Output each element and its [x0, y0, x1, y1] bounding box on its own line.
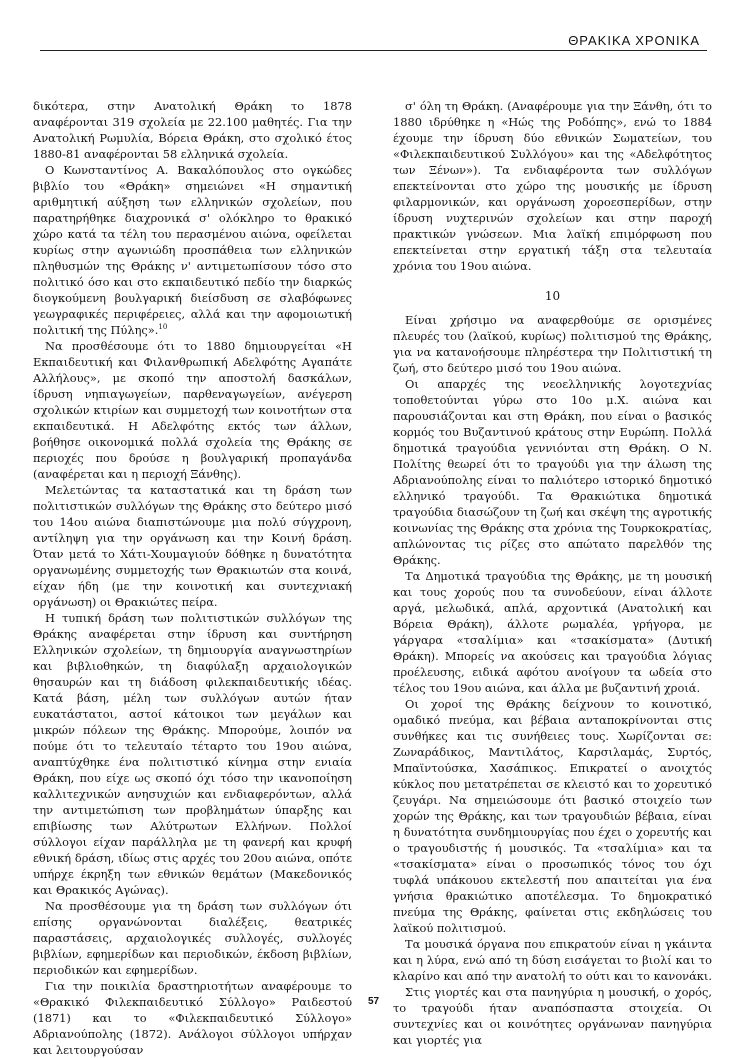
paragraph: Τα Δημοτικά τραγούδια της Θράκης, με τη μουσική και τους χορούς που τα συνοδεύουν, είναι άλλοτε αργά, μελωδικά, απλά, αρχοντικά (Ανατολική και Βόρεια Θράκη), άλλοτε ρωμαλέα, γρήγορα, με γάργαρα «τσαλίμια» και «τσακίσματα» (Δυτική Θράκη). Μπορείς να ακούσεις και τραγούδια λόγιας προέλευσης, ειδικά αφότου ανοίγουν τα ωδεία στο τέλος του 19ου αιώνα, και άλλα με βυζαντινή χροιά. [393, 569, 712, 695]
header-divider [40, 50, 707, 51]
paragraph: Η τυπική δράση των πολιτιστικών συλλόγων της Θράκης αναφέρεται στην ίδρυση και συντήρηση Ελληνικών σχολείων, τη δημιουργία αναγνωστηρίων και βιβλιοθηκών, τη διαφύλαξη αρχαιολογικών θησαυρών και τη διάδοση φιλεκπαιδευτικής ιδέας. Κατά βάση, μέλη των συλλόγων αυτών ήταν ευκατάστατοι, αστοί κάτοικοι των μεγάλων και μικρών πόλεων της Θράκης. Μπορούμε, λοιπόν να πούμε ότι το τελευταίο τέταρτο του 19ου αιώνα, αναπτύχθηκε ένα πολιτιστικό κίνημα στην ενιαία Θράκη, που είχε ως σκοπό όχι τόσο την ικανοποίηση καλλιτεχνικών ανησυχιών και ενδιαφερόντων, αλλά την αντιμετώπιση των προβλημάτων ύπαρξης και επιβίωσης των Αλύτρωτων Ελλήνων. Πολλοί σύλλογοι είχαν παράλληλα με τη φανερή και κρυφή εθνική δράση, ιδίως στις αρχές του 20ου αιώνα, οπότε υπήρχε έκρηξη των εθνικών θεμάτων (Μακεδονικός και Θρακικός Αγώνας). [33, 611, 352, 897]
paragraph: Μελετώντας τα καταστατικά και τη δράση των πολιτιστικών συλλόγων της Θράκης στο δεύτερο μισό του 14ου αιώνα διαπιστώνουμε μια πολύ σύγχρονη, αντίληψη για την οργάνωση και την Κοινή δράση. Όταν μετά το Χάτι-Χουμαγιούν δόθηκε η δυνατότητα οργανωμένης συμμετοχής των Θρακιωτών στα κοινά, είχαν ήδη (με την κοινοτική και συντεχνιακή οργάνωση) οι Θρακιώτες πείρα. [33, 483, 352, 609]
paragraph: Οι απαρχές της νεοελληνικής λογοτεχνίας τοποθετούνται γύρω στο 10ο μ.Χ. αιώνα και παρουσιάζονται και στη Θράκη, που είναι ο βασικός κορμός του Βυζαντινού κράτους στην Ευρώπη. Πολλά δημοτικά τραγούδια γεννιόνται στη Θράκη. Ο Ν. Πολίτης θεωρεί ότι το τραγούδι για την άλωση της Αδριανούπολης είναι το παλιότερο ιστορικό δημοτικό ελληνικό τραγούδι. Τα Θρακιώτικα δημοτικά τραγούδια διασώζουν τη ζωή και σκέψη της αγροτικής κοινωνίας της Θράκης στα χρόνια της Τουρκοκρατίας, απλώνοντας τις ρίζες στο απώτατο παρελθόν της Θράκης. [393, 377, 712, 567]
paragraph-text: Ο Κωνσταντίνος Α. Βακαλόπουλος στο ογκώδες βιβλίο του «Θράκη» σημειώνει «Η σημαντική αριθμητική αύξηση των ελληνικών σχολείων, που παρατηρήθηκε διαχρονικά σ' ολόκληρο το θρακικό χώρο κατά τα τέλη του περασμένου αιώνα, οφείλεται κυρίως στην αγωνιώδη προσπάθεια των ελληνικών πληθυσμών της Θράκης ν' αντιμετωπίσουν τόσο στο πολιτικό όσο και στο εκπαιδευτικό πεδίο την διαρκώς διογκούμενη βουλγαρική διείσδυση σε σλαβόφωνες γεωγραφικές περιφέρειες, αλλά και την αφομοιωτική πολιτική της Πύλης». [33, 163, 352, 337]
paragraph: Είναι χρήσιμο να αναφερθούμε σε ορισμένες πλευρές του (λαϊκού, κυρίως) πολιτισμού της Θράκης, για να κατανοήσουμε πληρέστερα την Πολιτιστική τη ζωή, στο δεύτερο μισό του 19ου αιώνα. [393, 313, 712, 375]
paragraph: Στις γιορτές και στα πανηγύρια η μουσική, ο χορός, το τραγούδι ήταν αναπόσπαστα στοιχεία. Οι συντεχνίες και οι κοινότητες οργάνωναν πανηγύρια και γιορτές για [393, 985, 712, 1047]
paragraph: Τα μουσικά όργανα που επικρατούν είναι η γκάιντα και η λύρα, ενώ από τη δύση εισάγεται το βιολί και το κλαρίνο και από την ανατολή το ούτι και το κανονάκι. [393, 937, 712, 983]
page-number: 57 [367, 996, 380, 1007]
section-number: 10 [544, 289, 561, 303]
paragraph: Να προσθέσουμε ότι το 1880 δημιουργείται «Η Εκπαιδευτική και Φιλανθρωπική Αδελφότης Αγαπάτε Αλλήλους», με σκοπό την αποστολή δασκάλων, ίδρυση νηπιαγωγείων, παρθεναγωγείων, ανέγερση σχολικών κτιρίων και συμμετοχή των κοινοτήτων στα εκπαιδευτικά. Η Αδελφότης εκτός των άλλων, βοήθησε οικονομικά πολλά σχολεία της Θράκης σε περιοχές που δρούσε η βουλγαρική προπαγάνδα (αναφέρεται και η περιοχή Ξάνθης). [33, 339, 352, 481]
paragraph: Οι χοροί της Θράκης δείχνουν το κοινοτικό, ομαδικό πνεύμα, και βέβαια ανταποκρίνονται στις συνθήκες και τις συνήθειες τους. Χωρίζονται σε: Ζωναράδικος, Μαντιλάτος, Καρσιλαμάς, Συρτός, Μπαϊντούσκα, Χασάπικος. Επικρατεί ο ανοιχτός κύκλος που μετατρέπεται σε κλειστό και το χορευτικό ζευγάρι. Να σημειώσουμε ότι βασικό στοιχείο των χορών της Θράκης, και των τραγουδιών βέβαια, είναι η δυνατότητα συνδημιουργίας που έχει ο χορευτής και ο τραγουδιστής ή μουσικός. Τα «τσαλίμια» και τα «τσακίσματα» είναι ο προσωπικός τόνος του όχι τυφλά υπάκουου εκτελεστή που απαιτείται για ένα γνήσια θρακιώτικο αποτέλεσμα. Το δημοκρατικό πνεύμα της Θράκης, φαίνεται στις εκδηλώσεις του λαϊκού πολιτισμού. [393, 697, 712, 935]
paragraph: δικότερα, στην Ανατολική Θράκη το 1878 αναφέρονται 319 σχολεία με 22.100 μαθητές. Για την Ανατολική Ρωμυλία, Βόρεια Θράκη, στο σχολικό έτος 1880-81 αναφέρονται 58 ελληνικά σχολεία. [33, 99, 352, 161]
paragraph: Για την ποικιλία δραστηριοτήτων αναφέρουμε το «Θρακικό Φιλεκπαιδευτικό Σύλλογο» Ραιδεστού (1871) και το «Φιλεκπαιδευτικό Σύλλογο» Αδριανούπολης (1872). Ανάλογοι σύλλογοι υπήρχαν και λειτουργούσαν [33, 979, 352, 1057]
paragraph: σ' όλη τη Θράκη. (Αναφέρουμε για την Ξάνθη, ότι το 1880 ιδρύθηκε η «Ηώς της Ροδόπης», ενώ το 1884 έχουμε την ίδρυση δύο εθνικών Σωματείων, του «Φιλεκπαιδευτικού Συλλόγου» και της «Αδελφότητος των Ξένων»). Τα ενδιαφέροντα των συλλόγων επεκτείνονται στο χώρο της μουσικής με ίδρυση φιλαρμονικών, και οργάνωση χοροεσπερίδων, στην ίδρυση νυχτερινών σχολείων και στην παροχή πρακτικών γνώσεων. Μια λαϊκή επιμόρφωση που επεκτείνεται στην εργατική τάξη στα τελευταία χρόνια του 19ου αιώνα. [393, 99, 712, 273]
running-header: ΘΡΑΚΙΚΑ ΧΡΟΝΙΚΑ [568, 33, 700, 48]
left-column [33, 98, 352, 1058]
footnote-reference: 10 [158, 323, 168, 332]
paragraph: Να προσθέσουμε για τη δράση των συλλόγων ότι επίσης οργανώνονται διαλέξεις, θεατρικές παραστάσεις, αρχαιολογικές συλλογές, συλλογές βιβλίων, εφημερίδων και περιοδικών, έκδοση βιβλίων, περιοδικών και εφημερίδων. [33, 899, 352, 977]
right-column [393, 98, 712, 1048]
paragraph-vakalopoulos [33, 162, 352, 338]
